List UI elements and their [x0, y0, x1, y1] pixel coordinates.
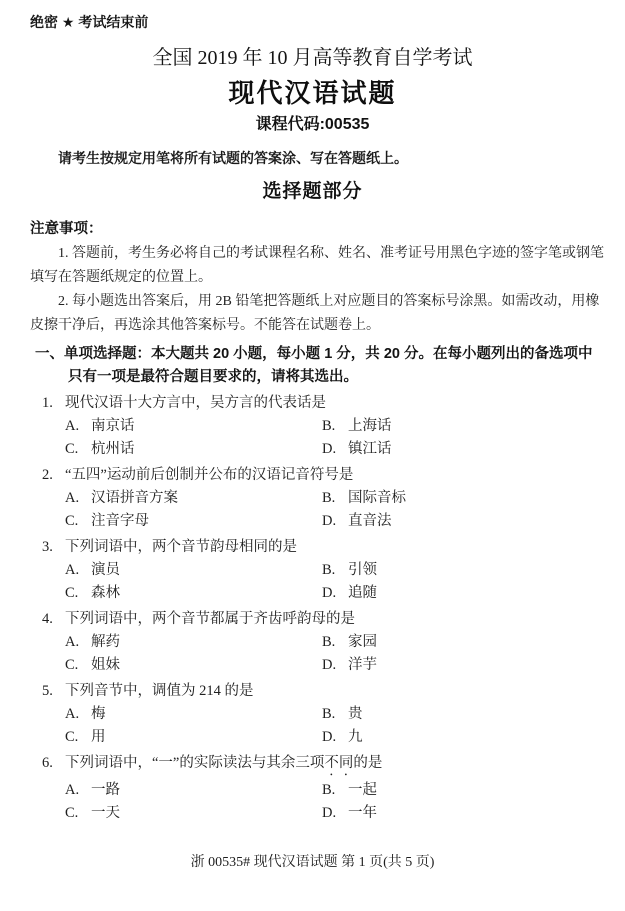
note-1-line-1: 1. 答题前，考生务必将自己的考试课程名称、姓名、准考证号用黑色字迹的签字笔或钢笔 — [58, 246, 604, 261]
question-stem-text-pre: 下列词语中，“一”的实际读法与其余三项 — [65, 755, 325, 771]
option-label: C. — [65, 585, 79, 601]
option-text: 注音字母 — [91, 513, 149, 529]
question-stem — [30, 392, 595, 415]
question-number: 3. — [42, 539, 53, 555]
question-stem — [30, 536, 595, 559]
question-list — [30, 392, 595, 825]
question-number: 6. — [42, 755, 53, 771]
option-c — [65, 438, 322, 461]
option-c — [65, 726, 322, 749]
option-label: A. — [65, 562, 80, 578]
question-stem — [30, 680, 595, 703]
option-text: 追随 — [348, 585, 377, 601]
option-text: 演员 — [91, 562, 120, 578]
option-a — [65, 487, 322, 510]
option-text: 贵 — [348, 706, 363, 722]
option-label: B. — [322, 782, 336, 798]
paper-title: 现代汉语试题 — [228, 78, 397, 108]
option-text: 直音法 — [348, 513, 392, 529]
option-label: D. — [322, 805, 337, 821]
option-text: 一年 — [348, 805, 377, 821]
answer-instruction: 请考生按规定用笔将所有试题的答案涂、写在答题纸上。 — [58, 150, 408, 166]
question-1 — [30, 392, 595, 461]
question-5 — [30, 680, 595, 749]
option-text: 一路 — [91, 782, 120, 798]
option-text: 杭州话 — [91, 441, 135, 457]
option-text: 九 — [348, 729, 363, 745]
option-d — [322, 582, 377, 605]
notes-title: 注意事项： — [30, 221, 103, 237]
question-stem-text: 下列词语中，两个音节韵母相同的是 — [65, 539, 297, 555]
option-label: C. — [65, 513, 79, 529]
option-c — [65, 802, 322, 825]
option-a — [65, 415, 322, 438]
note-2-line-2: 皮擦干净后，再选涂其他答案标号。不能答在试题卷上。 — [30, 318, 380, 333]
question-number: 1. — [42, 395, 53, 411]
question-number: 2. — [42, 467, 53, 483]
emphasized-text: 不同 — [324, 755, 354, 771]
question-stem-text: “五四”运动前后创制并公布的汉语记音符号是 — [65, 467, 354, 483]
section-title: 选择题部分 — [262, 181, 363, 202]
option-label: B. — [322, 706, 336, 722]
option-c — [65, 654, 322, 677]
question-stem-text: 下列词语中，两个音节都属于齐齿呼韵母的是 — [65, 611, 355, 627]
option-c — [65, 582, 322, 605]
question-stem-text: 下列音节中，调值为 214 的是 — [65, 683, 254, 699]
option-a — [65, 703, 322, 726]
option-b — [322, 779, 377, 802]
option-a — [65, 631, 322, 654]
option-text: 上海话 — [348, 418, 392, 434]
option-text: 引领 — [348, 562, 377, 578]
option-text: 姐妹 — [91, 657, 120, 673]
course-code: 课程代码:00535 — [255, 116, 370, 133]
option-text: 镇江话 — [348, 441, 392, 457]
note-1-line-2: 填写在答题纸规定的位置上。 — [30, 270, 212, 285]
page-footer: 浙 00535# 现代汉语试题 第 1 页(共 5 页) — [190, 855, 435, 870]
question-2 — [30, 464, 595, 533]
option-b — [322, 631, 377, 654]
option-text: 国际音标 — [348, 490, 406, 506]
option-label: B. — [322, 562, 336, 578]
option-d — [322, 802, 377, 825]
option-label: B. — [322, 418, 336, 434]
option-b — [322, 703, 363, 726]
option-text: 一起 — [348, 782, 377, 798]
option-c — [65, 510, 322, 533]
option-b — [322, 487, 406, 510]
option-text: 南京话 — [91, 418, 135, 434]
option-label: D. — [322, 729, 337, 745]
note-2-line-1: 2. 每小题选出答案后，用 2B 铅笔把答题纸上对应题目的答案标号涂黑。如需改动，用橡 — [58, 294, 600, 309]
option-label: C. — [65, 805, 79, 821]
option-d — [322, 726, 363, 749]
question-stem-text-post: 的是 — [353, 755, 383, 771]
option-label: D. — [322, 513, 337, 529]
option-a — [65, 779, 322, 802]
option-label: A. — [65, 634, 80, 650]
question-6 — [30, 752, 595, 825]
question-number: 5. — [42, 683, 53, 699]
option-text: 洋芋 — [348, 657, 377, 673]
option-label: D. — [322, 585, 337, 601]
option-label: D. — [322, 657, 337, 673]
option-text: 家园 — [348, 634, 377, 650]
option-text: 梅 — [91, 706, 106, 722]
question-4 — [30, 608, 595, 677]
option-text: 森林 — [91, 585, 120, 601]
option-text: 用 — [91, 729, 106, 745]
option-d — [322, 438, 392, 461]
option-label: C. — [65, 657, 79, 673]
option-label: C. — [65, 729, 79, 745]
option-d — [322, 510, 392, 533]
option-text: 解药 — [91, 634, 120, 650]
option-label: A. — [65, 706, 80, 722]
option-label: C. — [65, 441, 79, 457]
question-stem — [30, 608, 595, 631]
option-label: B. — [322, 490, 336, 506]
question-stem — [30, 464, 595, 487]
notes-block — [30, 242, 604, 338]
option-label: A. — [65, 418, 80, 434]
option-a — [65, 559, 322, 582]
option-d — [322, 654, 377, 677]
option-text: 汉语拼音方案 — [91, 490, 178, 506]
section-heading-line-2: 只有一项是最符合题目要求的，请将其选出。 — [68, 369, 358, 385]
question-stem — [30, 752, 595, 779]
option-label: B. — [322, 634, 336, 650]
option-label: D. — [322, 441, 337, 457]
question-number: 4. — [42, 611, 53, 627]
question-stem-text: 现代汉语十大方言中，吴方言的代表话是 — [65, 395, 326, 411]
option-b — [322, 559, 377, 582]
classification-banner: 绝密 ★ 考试结束前 — [30, 14, 149, 30]
question-3 — [30, 536, 595, 605]
exam-session-title: 全国 2019 年 10 月高等教育自学考试 — [152, 47, 473, 69]
option-text: 一天 — [91, 805, 120, 821]
option-b — [322, 415, 392, 438]
section-heading-line-1: 一、单项选择题：本大题共 20 小题，每小题 1 分，共 20 分。在每小题列出的备选项中 — [35, 346, 593, 362]
option-label: A. — [65, 490, 80, 506]
option-label: A. — [65, 782, 80, 798]
